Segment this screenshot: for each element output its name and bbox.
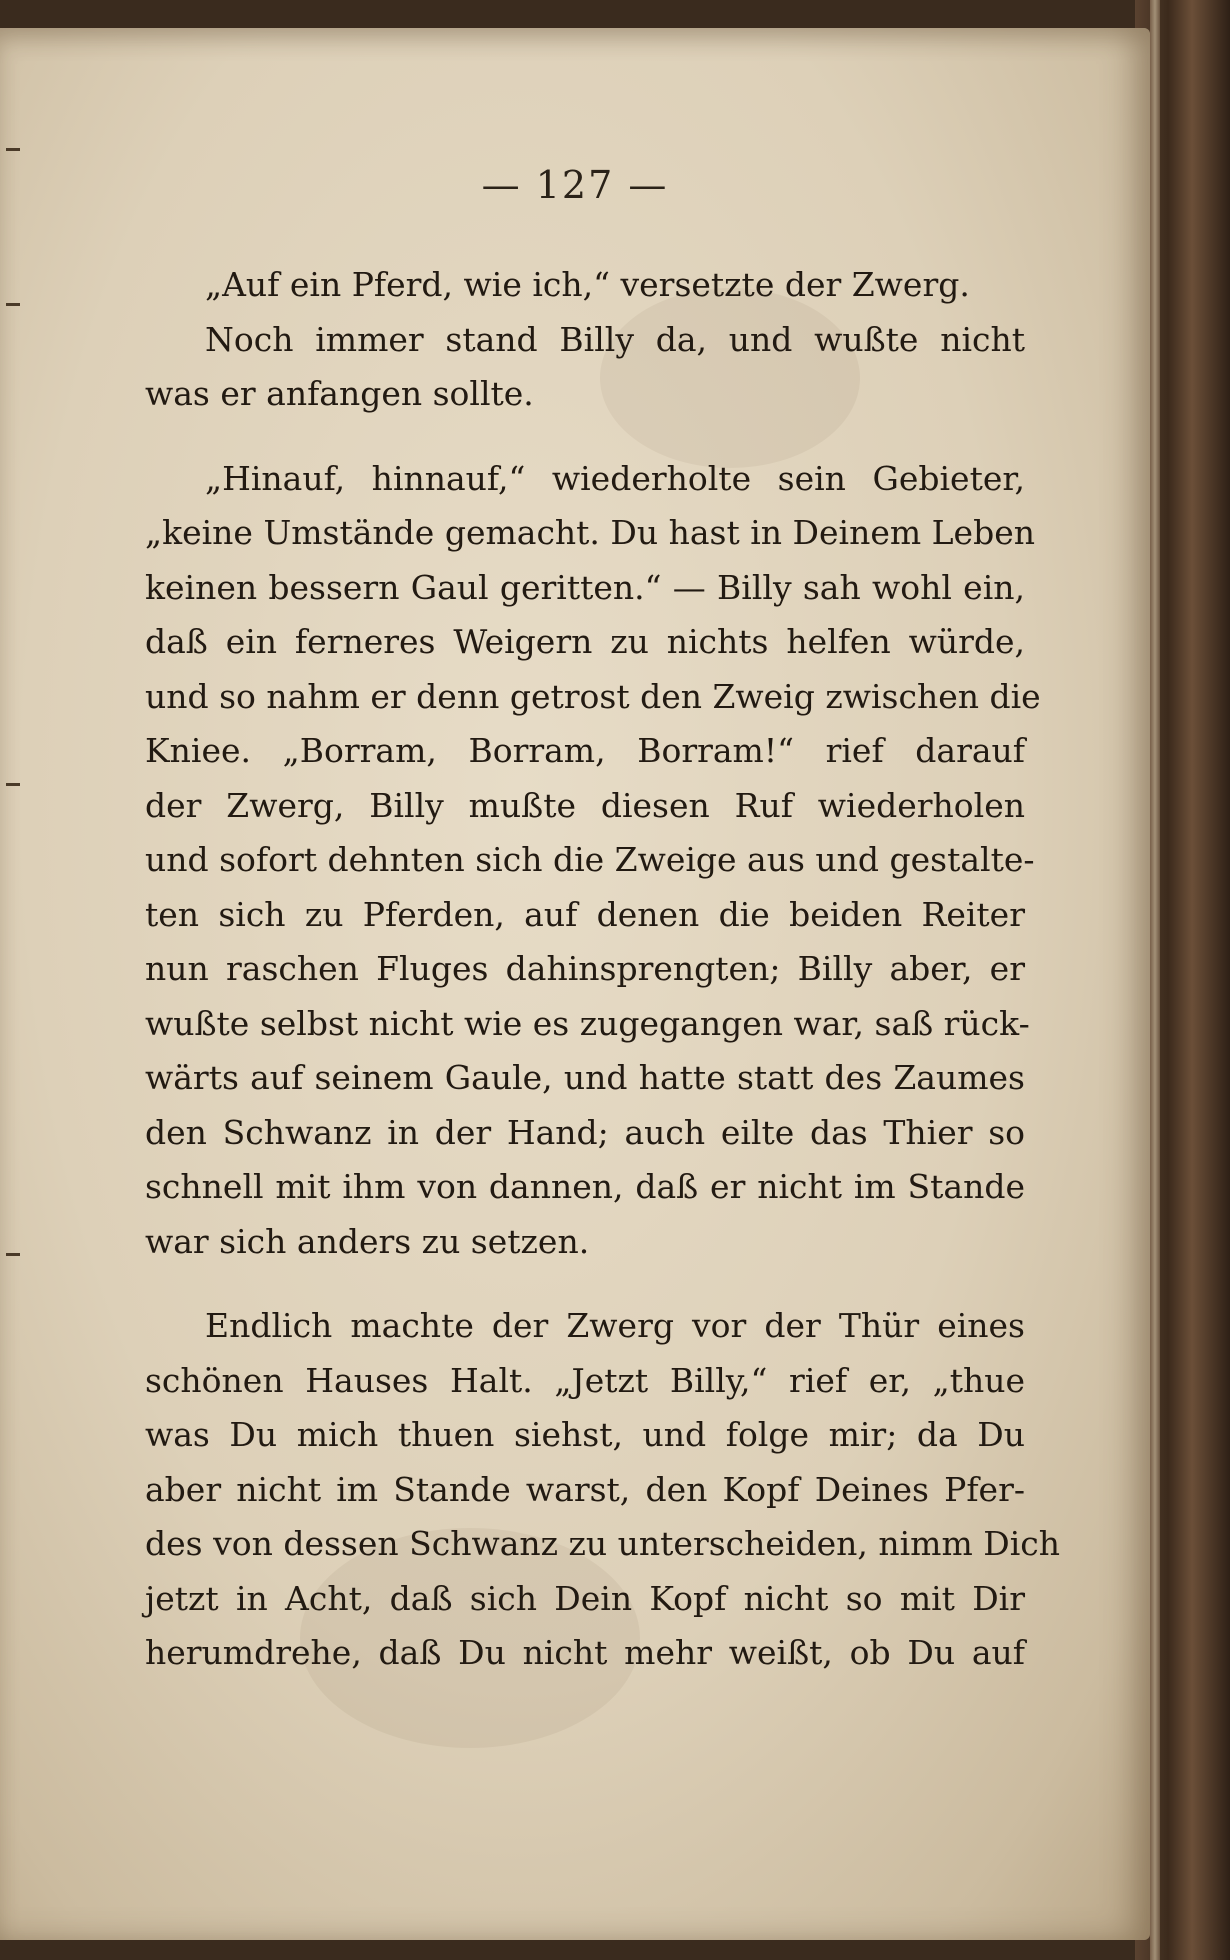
edge-mark: [6, 148, 20, 151]
body-text: [145, 258, 1060, 1681]
text-line: „Hinauf, hinnauf,“ wiederholte sein Gebieter,: [205, 458, 1025, 498]
text-line: wußte selbst nicht wie es zugegangen war, saß rück-: [145, 1003, 1030, 1043]
text-line: den Schwanz in der Hand; auch eilte das Thier so: [145, 1112, 1025, 1152]
text-line: nun raschen Fluges dahinsprengten; Billy aber, er: [145, 949, 1025, 988]
text-line: „Auf ein Pferd, wie ich,“ versetzte der Zwerg.: [205, 265, 970, 304]
text-line: und so nahm er denn getrost den Zweig zwischen die: [145, 676, 1041, 716]
edge-mark: [6, 1253, 20, 1256]
text-line: Kniee. „Borram, Borram, Borram!“ rief darauf: [145, 731, 1025, 770]
book-page: [0, 28, 1150, 1940]
text-line: jetzt in Acht, daß sich Dein Kopf nicht so mit Dir: [145, 1578, 1025, 1618]
edge-mark: [6, 303, 20, 306]
text-line: aber nicht im Stande warst, den Kopf Deines Pfer-: [145, 1469, 1025, 1509]
text-line: herumdrehe, daß Du nicht mehr weißt, ob Du auf: [145, 1633, 1025, 1672]
text-line: was er anfangen sollte.: [145, 374, 534, 413]
page-stack-edge: [1150, 0, 1160, 1960]
paragraph-gap: [145, 1269, 1025, 1299]
text-line: „keine Umstände gemacht. Du hast in Deinem Leben: [145, 513, 1035, 552]
text-line: ten sich zu Pferden, auf denen die beiden Reiter: [145, 894, 1025, 934]
text-line: schönen Hauses Halt. „Jetzt Billy,“ rief er, „thue: [145, 1360, 1025, 1400]
paragraph-gap: [145, 422, 1025, 452]
text-line: des von dessen Schwanz zu unterscheiden, nimm Dich: [145, 1524, 1060, 1563]
text-line: der Zwerg, Billy mußte diesen Ruf wiederholen: [145, 785, 1025, 825]
text-line: war sich anders zu setzen.: [145, 1221, 590, 1261]
text-line: wärts auf seinem Gaule, und hatte statt des Zaumes: [145, 1058, 1025, 1097]
text-line: Endlich machte der Zwerg vor der Thür eines: [205, 1306, 1025, 1345]
page-number: — 127 —: [481, 163, 669, 207]
text-line: schnell mit ihm von dannen, daß er nicht im Stande: [145, 1167, 1025, 1206]
text-line: keinen bessern Gaul geritten.“ — Billy sah wohl ein,: [145, 567, 1025, 607]
text-line: und sofort dehnten sich die Zweige aus und gestalte-: [145, 840, 1035, 879]
text-line: daß ein ferneres Weigern zu nichts helfen würde,: [145, 622, 1025, 661]
text-line: Noch immer stand Billy da, und wußte nicht: [205, 319, 1025, 359]
text-line: was Du mich thuen siehst, und folge mir; da Du: [145, 1415, 1025, 1454]
edge-mark: [6, 783, 20, 786]
